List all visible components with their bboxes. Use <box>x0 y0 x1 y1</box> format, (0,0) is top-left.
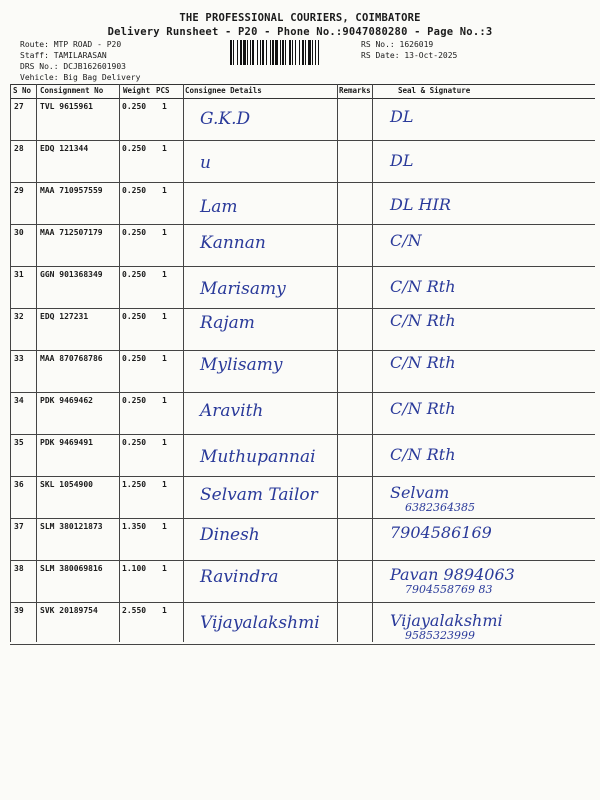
cell-consignment: SLM 380121873 <box>40 522 103 531</box>
cell-pcs: 1 <box>162 396 167 405</box>
col-divider <box>337 84 338 642</box>
cell-pcs: 1 <box>162 270 167 279</box>
seal-handwriting-line2: 9585323999 <box>405 629 475 642</box>
col-divider <box>372 84 373 642</box>
col-divider <box>183 84 184 642</box>
seal-handwriting: Pavan 9894063 <box>390 565 515 584</box>
consignee-handwriting: Marisamy <box>200 279 286 299</box>
cell-sno: 39 <box>14 606 24 615</box>
cell-weight: 0.250 <box>122 144 147 153</box>
drs-text: DRS No.: DCJB162601903 <box>20 62 126 71</box>
table-row <box>10 519 595 561</box>
cell-weight: 0.250 <box>122 102 147 111</box>
table-row <box>10 561 595 603</box>
cell-sno: 27 <box>14 102 24 111</box>
seal-handwriting: C/N Rth <box>390 399 456 418</box>
cell-weight: 1.250 <box>122 480 147 489</box>
cell-pcs: 1 <box>162 480 167 489</box>
cell-consignment: PDK 9469462 <box>40 396 93 405</box>
cell-weight: 0.250 <box>122 396 147 405</box>
seal-handwriting: DL <box>390 151 414 170</box>
cell-pcs: 1 <box>162 522 167 531</box>
cell-consignment: MAA 710957559 <box>40 186 103 195</box>
staff-text: Staff: TAMILARASAN <box>20 51 107 60</box>
table-row <box>10 225 595 267</box>
seal-handwriting: Vijayalakshmi <box>390 611 503 630</box>
seal-handwriting: 7904586169 <box>390 523 492 542</box>
route-text: Route: MTP ROAD - P20 <box>20 40 122 49</box>
cell-sno: 38 <box>14 564 24 573</box>
consignee-handwriting: Aravith <box>200 401 264 421</box>
consignee-handwriting: Selvam Tailor <box>200 485 318 505</box>
rs-number: RS No.: 1626019 <box>361 40 434 49</box>
col-divider <box>36 84 37 642</box>
col-divider <box>119 84 120 642</box>
consignee-handwriting: Rajam <box>200 313 255 333</box>
consignee-handwriting: Vijayalakshmi <box>200 613 320 633</box>
table-row <box>10 435 595 477</box>
cell-sno: 34 <box>14 396 24 405</box>
col-pcs: PCS <box>156 86 170 95</box>
table-row <box>10 309 595 351</box>
cell-pcs: 1 <box>162 102 167 111</box>
cell-weight: 0.250 <box>122 438 147 447</box>
table-row <box>10 477 595 519</box>
barcode-image <box>230 40 355 65</box>
consignee-handwriting: Dinesh <box>200 525 260 545</box>
cell-pcs: 1 <box>162 606 167 615</box>
seal-handwriting: C/N Rth <box>390 311 456 330</box>
table-row <box>10 141 595 183</box>
col-remarks: Remarks <box>339 86 371 95</box>
cell-pcs: 1 <box>162 564 167 573</box>
cell-sno: 30 <box>14 228 24 237</box>
seal-handwriting: C/N Rth <box>390 353 456 372</box>
seal-handwriting: C/N <box>390 231 422 250</box>
col-weight: Weight <box>123 86 151 95</box>
cell-weight: 0.250 <box>122 186 147 195</box>
cell-sno: 37 <box>14 522 24 531</box>
cell-pcs: 1 <box>162 228 167 237</box>
vehicle-text: Vehicle: Big Bag Delivery <box>20 73 141 82</box>
cell-sno: 36 <box>14 480 24 489</box>
consignee-handwriting: Ravindra <box>200 567 279 587</box>
cell-pcs: 1 <box>162 354 167 363</box>
seal-handwriting: DL <box>390 107 414 126</box>
cell-consignment: SKL 1054900 <box>40 480 93 489</box>
consignee-handwriting: Mylisamy <box>200 355 283 375</box>
consignee-handwriting: u <box>200 153 211 173</box>
cell-consignment: MAA 870768786 <box>40 354 103 363</box>
consignee-handwriting: Muthupannai <box>200 447 316 467</box>
meta-left <box>20 39 140 83</box>
cell-weight: 0.250 <box>122 312 147 321</box>
cell-sno: 29 <box>14 186 24 195</box>
meta-right <box>361 39 457 61</box>
cell-consignment: MAA 712507179 <box>40 228 103 237</box>
table-row <box>10 351 595 393</box>
cell-consignment: EDQ 127231 <box>40 312 89 321</box>
seal-handwriting: Selvam <box>390 483 450 502</box>
cell-pcs: 1 <box>162 186 167 195</box>
table-row <box>10 183 595 225</box>
cell-weight: 0.250 <box>122 354 147 363</box>
cell-sno: 32 <box>14 312 24 321</box>
table-row <box>10 99 595 141</box>
cell-sno: 35 <box>14 438 24 447</box>
col-consignee: Consignee Details <box>185 86 262 95</box>
rs-date: RS Date: 13-Oct-2025 <box>361 51 458 60</box>
cell-consignment: PDK 9469491 <box>40 438 93 447</box>
cell-pcs: 1 <box>162 438 167 447</box>
consignee-handwriting: G.K.D <box>200 109 251 129</box>
table-header <box>10 84 595 99</box>
table-row <box>10 603 595 645</box>
runsheet-table <box>10 84 595 645</box>
seal-handwriting: C/N Rth <box>390 277 456 296</box>
cell-consignment: EDQ 121344 <box>40 144 89 153</box>
table-row <box>10 393 595 435</box>
cell-consignment: TVL 9615961 <box>40 102 93 111</box>
consignee-handwriting: Lam <box>200 197 238 217</box>
cell-consignment: SLM 380069816 <box>40 564 103 573</box>
seal-handwriting-line2: 7904558769 83 <box>405 583 493 596</box>
cell-weight: 1.350 <box>122 522 147 531</box>
table-body <box>10 99 595 645</box>
runsheet-title: Delivery Runsheet - P20 - Phone No.:9047080280 - Page No.:3 <box>107 26 493 38</box>
col-seal: Seal & Signature <box>398 86 471 95</box>
cell-pcs: 1 <box>162 144 167 153</box>
cell-weight: 0.250 <box>122 270 147 279</box>
consignee-handwriting: Kannan <box>200 233 266 253</box>
cell-sno: 33 <box>14 354 24 363</box>
cell-pcs: 1 <box>162 312 167 321</box>
cell-weight: 1.100 <box>122 564 147 573</box>
seal-handwriting-line2: 6382364385 <box>405 501 475 514</box>
cell-sno: 31 <box>14 270 24 279</box>
col-consignment: Consignment No <box>40 86 104 95</box>
col-sno: S No <box>13 86 32 95</box>
seal-handwriting: DL HIR <box>390 195 451 214</box>
cell-weight: 2.550 <box>122 606 147 615</box>
col-divider <box>10 84 11 642</box>
table-row <box>10 267 595 309</box>
cell-sno: 28 <box>14 144 24 153</box>
company-title: THE PROFESSIONAL COURIERS, COIMBATORE <box>179 12 421 24</box>
cell-consignment: SVK 20189754 <box>40 606 98 615</box>
cell-weight: 0.250 <box>122 228 147 237</box>
seal-handwriting: C/N Rth <box>390 445 456 464</box>
cell-consignment: GGN 901368349 <box>40 270 103 279</box>
